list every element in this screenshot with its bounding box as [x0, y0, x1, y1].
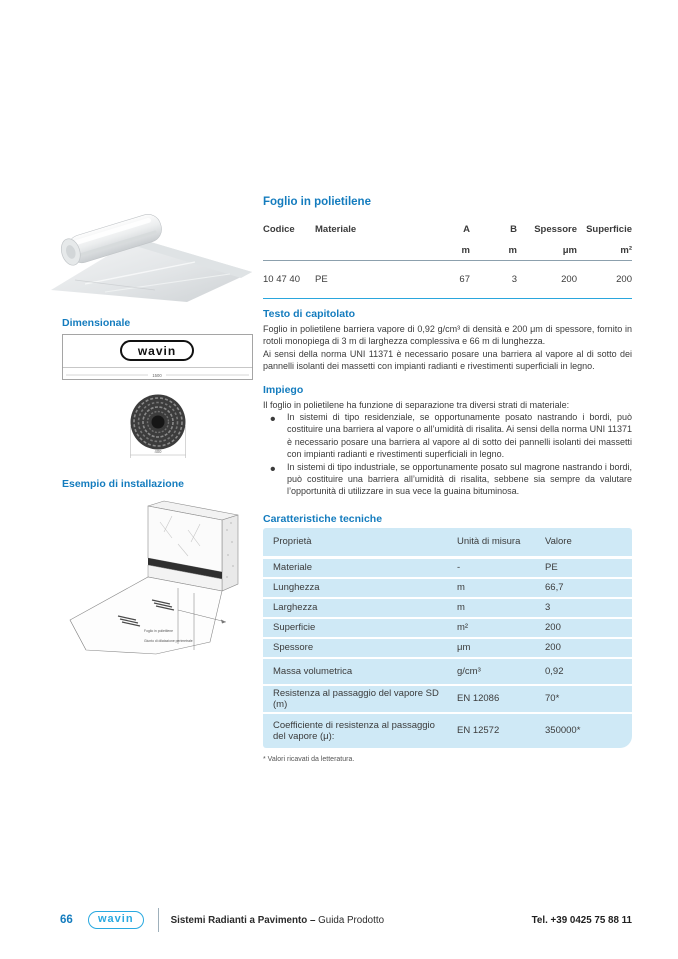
testo-paragraph-1: Foglio in polietilene barriera vapore di 0,92 g/cm³ di densità e 200 μm di spessore, fornito in rotoli monopiega di 3 m di larghezza complessiva e 66 m di lunghezza.: [263, 324, 632, 347]
tech-row-lunghezza: Lunghezza m 66,7: [263, 579, 632, 599]
footer-title: Sistemi Radianti a Pavimento – Guida Prodotto: [170, 914, 385, 926]
dimensional-drawing-front: [62, 334, 253, 392]
wavin-logo: [121, 341, 193, 360]
tech-row-materiale: Materiale - PE: [263, 559, 632, 579]
main-column: [263, 196, 632, 774]
installation-drawing: [60, 492, 260, 672]
tech-row-larghezza: Larghezza m 3: [263, 599, 632, 619]
page-title: Foglio in polietilene: [263, 196, 371, 208]
caratteristiche-heading: Caratteristiche tecniche: [263, 512, 383, 525]
order-table-row: 10 47 40 PE 67 3 200 200: [263, 274, 632, 285]
tech-row-resistenza-sd: Resistenza al passaggio del vapore SD (m) EN 12086 70*: [263, 686, 632, 714]
table-divider: [263, 298, 632, 299]
tech-row-spessore: Spessore μm 200: [263, 639, 632, 659]
install-label-1: Foglio in polietilene: [144, 629, 174, 633]
roll-end-view: [118, 392, 198, 466]
page-footer: [60, 908, 632, 932]
product-photo: [45, 192, 257, 304]
tech-table: [263, 528, 632, 748]
diameter-dimension: 400: [154, 449, 162, 454]
width-dimension: 1500: [152, 373, 162, 378]
page-number: 66: [60, 914, 73, 926]
impiego-bullet-1: • In sistemi di tipo residenziale, se opportunamente posato nastrando i bordi, può costituire una barriera al vapore o all’umidità di risalita. Ai sensi della norma UNI 11371 è necessario posare una barriera al vapore al di sotto dei pannelli isolanti dei massetti con impianti radianti e rivestimenti superficiali in legno.: [263, 411, 632, 461]
order-table: [263, 224, 632, 299]
footer-divider: [158, 908, 159, 932]
wavin-logo: wavin: [88, 911, 144, 929]
impiego-intro: Il foglio in polietilene ha funzione di separazione tra diversi strati di materiale:: [263, 399, 570, 410]
tech-row-coefficiente: Coefficiente di resistenza al passaggio del vapore (μ): EN 12572 350000*: [263, 714, 632, 748]
section-impiego: [263, 384, 632, 498]
section-caratteristiche: [263, 513, 632, 763]
tech-row-superficie: Superficie m² 200: [263, 619, 632, 639]
tech-table-header: Proprietà Unità di misura Valore: [263, 528, 632, 559]
footer-phone: Tel. +39 0425 75 88 11: [531, 914, 632, 926]
bullet-icon: •: [270, 460, 276, 478]
impiego-heading: Impiego: [263, 383, 304, 396]
svg-text:wavin: wavin: [137, 344, 177, 358]
order-table-header: Codice Materiale A B Spessore Superficie: [263, 224, 632, 235]
section-testo: [263, 308, 632, 373]
testo-heading: Testo di capitolato: [263, 308, 355, 320]
esempio-heading: Esempio di installazione: [62, 478, 184, 490]
table-footnote: * Valori ricavati da letteratura.: [263, 755, 355, 763]
product-code: 10 47 40: [263, 274, 300, 285]
bullet-icon: •: [270, 411, 276, 429]
install-label-2: Giunto di dilatazione perimetrale: [144, 639, 193, 643]
tech-row-massa: Massa volumetrica g/cm³ 0,92: [263, 659, 632, 686]
testo-paragraph-2: Ai sensi della norma UNI 11371 è necessario posare una barriera al vapore al di sotto dei pannelli isolanti dei massetti con impianti radianti e rivestimenti superficiali in legno.: [263, 348, 632, 372]
order-table-units: m m μm m²: [263, 245, 632, 261]
dimensionale-heading: Dimensionale: [62, 317, 131, 329]
impiego-bullet-2: • In sistemi di tipo industriale, se opportunamente posato sul magrone nastrando i bordi, può costituire una barriera all’umidità di risalita, sebbene sia sempre da valutare l’opportunità di utilizzare in sua vece la guaina bituminosa.: [263, 461, 632, 498]
